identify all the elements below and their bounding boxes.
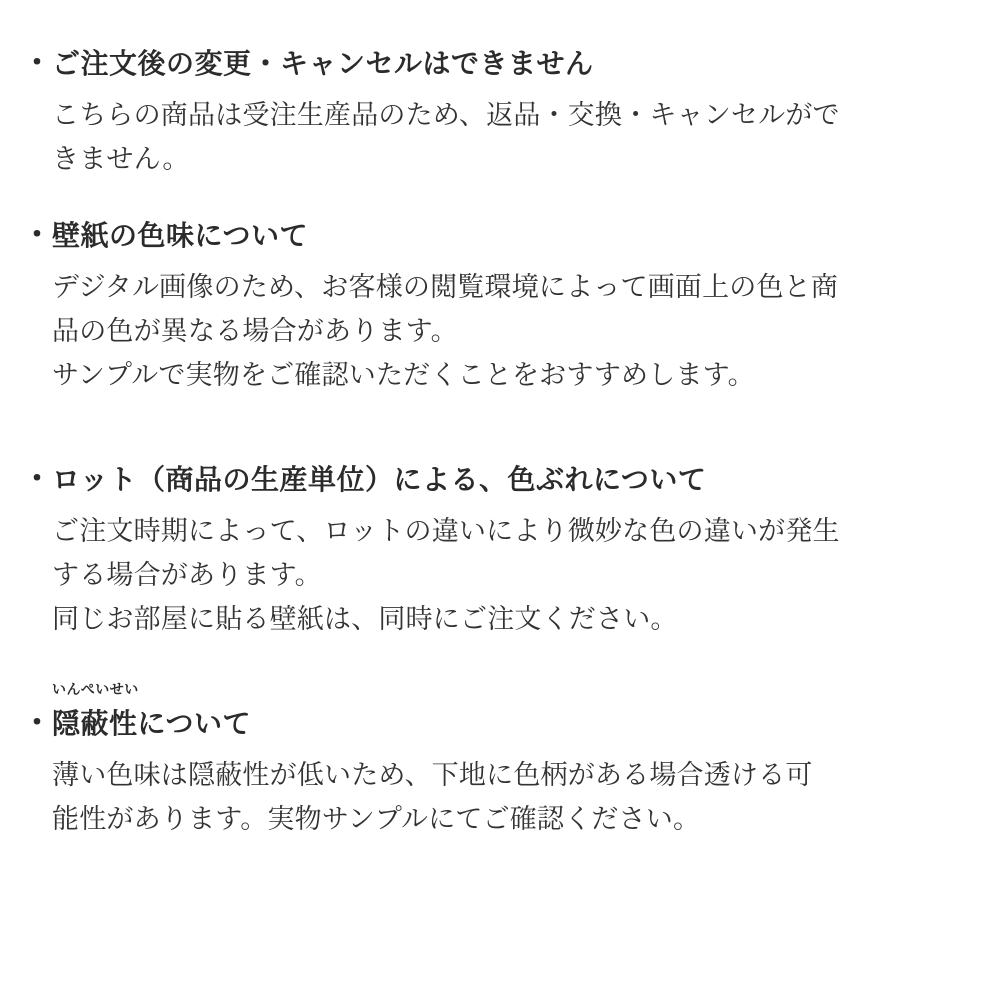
bullet-icon: ・ <box>22 706 52 741</box>
body-line: デジタル画像のため、お客様の閲覧環境によって画面上の色と商 <box>52 272 839 303</box>
section-heading-row <box>22 460 970 500</box>
section-body <box>22 94 970 182</box>
body-line: サンプルで実物をご確認いただくことをおすすめします。 <box>52 360 755 391</box>
section-body <box>22 266 970 398</box>
section-heading: ロット（商品の生産単位）による、色ぶれについて <box>52 463 707 496</box>
body-line: こちらの商品は受注生産品のため、返品・交換・キャンセルがで <box>52 100 840 131</box>
bullet-icon: ・ <box>22 462 52 497</box>
section-heading: 隠蔽性について <box>52 707 251 740</box>
body-line: 品の色が異なる場合があります。 <box>52 316 458 347</box>
section-heading: ご注文後の変更・キャンセルはできません <box>52 47 594 80</box>
section-body <box>22 510 970 642</box>
ruby-annotation: いんぺいせい <box>52 682 139 698</box>
notice-section-lot-variation <box>22 460 970 642</box>
notice-section-order-change <box>22 44 970 182</box>
section-heading-row <box>22 44 970 84</box>
body-line: きません。 <box>52 144 190 175</box>
section-heading: 壁紙の色味について <box>52 219 308 252</box>
body-line: する場合があります。 <box>52 560 322 591</box>
body-line: 同じお部屋に貼る壁紙は、同時にご注文ください。 <box>52 604 678 635</box>
section-heading-row <box>22 682 970 744</box>
bullet-icon: ・ <box>22 218 52 253</box>
bullet-icon: ・ <box>22 46 52 81</box>
notice-section-opacity <box>22 682 970 842</box>
notice-section-color-tone <box>22 216 970 398</box>
section-heading-row <box>22 216 970 256</box>
body-line: ご注文時期によって、ロットの違いにより微妙な色の違いが発生 <box>52 516 840 547</box>
body-line: 能性があります。実物サンプルにてご確認ください。 <box>52 804 701 835</box>
body-line: 薄い色味は隠蔽性が低いため、下地に色柄がある場合透ける可 <box>52 760 813 791</box>
section-body <box>22 754 970 842</box>
